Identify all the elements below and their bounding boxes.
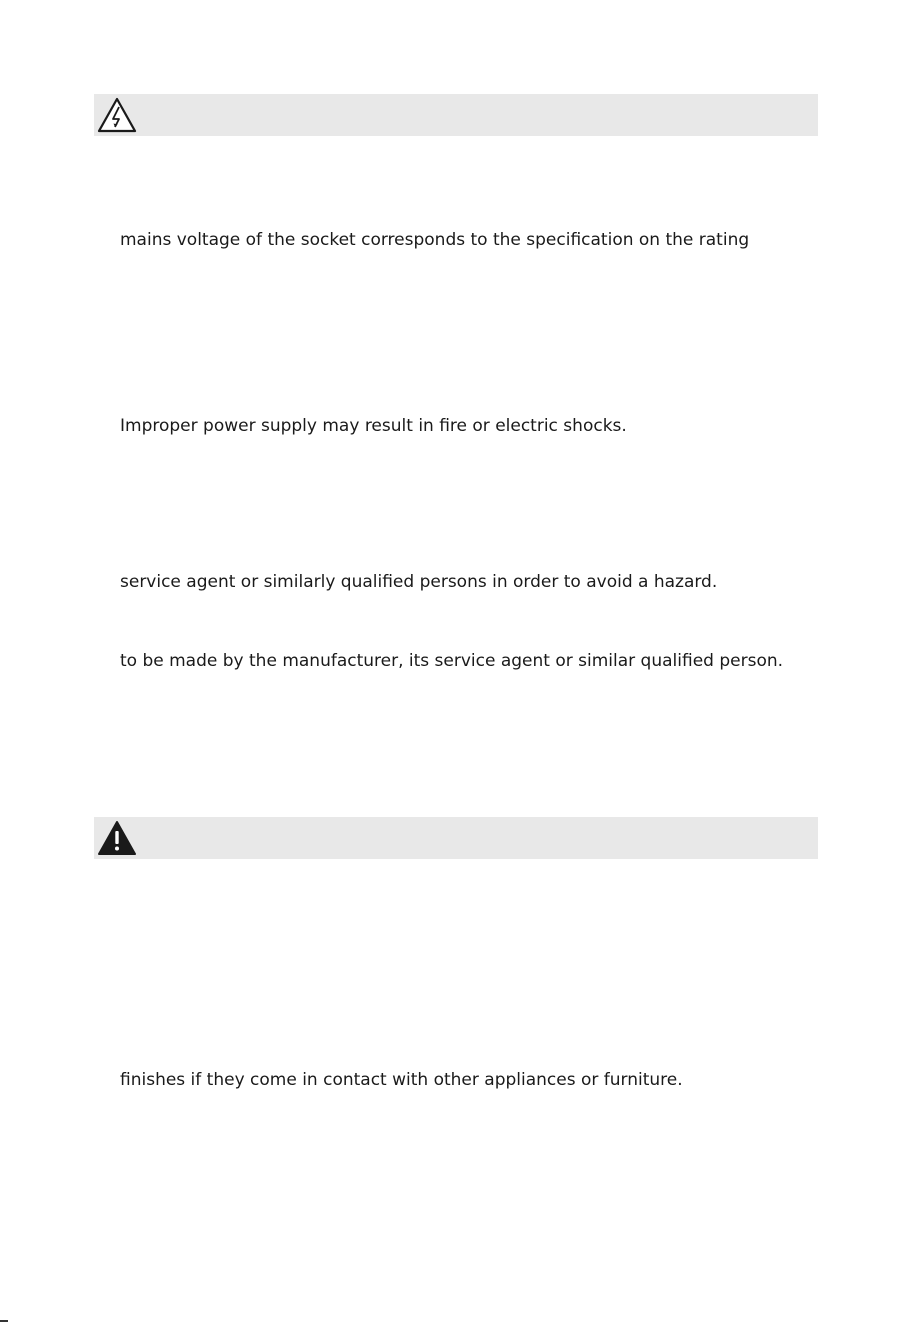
body-text-line: mains voltage of the socket corresponds to the specification on the rating xyxy=(120,230,750,250)
page-edge-mark xyxy=(0,1320,8,1322)
body-text-line: finishes if they come in contact with other appliances or furniture. xyxy=(120,1070,683,1090)
electric-shock-warning-icon xyxy=(96,95,138,135)
body-text-line: to be made by the manufacturer, its service agent or similar qualified person. xyxy=(120,651,784,671)
exclamation-warning-icon xyxy=(96,818,138,858)
electric-warning-band xyxy=(94,94,818,136)
caution-warning-band xyxy=(94,817,818,859)
body-text-line: service agent or similarly qualified persons in order to avoid a hazard. xyxy=(120,572,718,592)
body-text-line: Improper power supply may result in fire or electric shocks. xyxy=(120,416,627,436)
